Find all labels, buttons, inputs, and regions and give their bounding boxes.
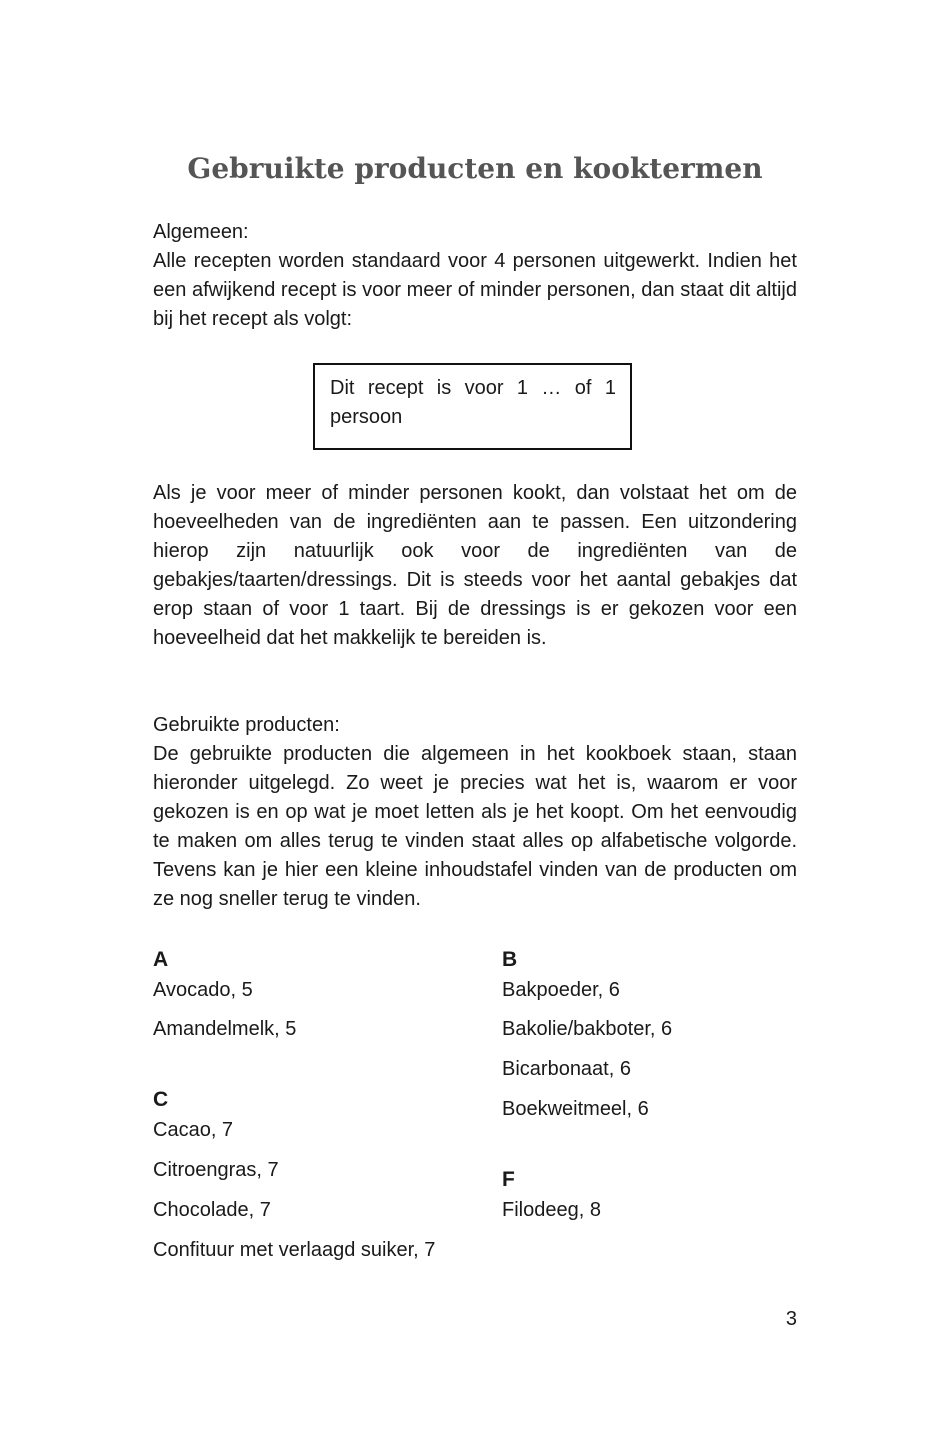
index-entry: Confituur met verlaagd suiker, 7 — [153, 1239, 436, 1261]
index-entry: Boekweitmeel, 6 — [502, 1098, 649, 1120]
page-title: Gebruikte producten en kooktermen — [187, 152, 763, 185]
general-section — [153, 218, 797, 334]
index-entry: Amandelmelk, 5 — [153, 1018, 297, 1040]
index-letter-f: F — [502, 1168, 515, 1191]
index-entry: Chocolade, 7 — [153, 1199, 271, 1221]
index-entry: Cacao, 7 — [153, 1119, 234, 1141]
notice-box — [313, 363, 632, 450]
products-text: De gebruikte producten die algemeen in het kookboek staan, staan hieronder uitgelegd. Zo weet je precies wat het is, waarom er voor gekozen is en op wat je moet letten als je het koopt. Om het eenvoudig te maken om alles terug te vinden staat alles op alfabetische volgorde. Tevens kan je hier een kleine inhoudstafel vinden van de producten om ze nog sneller terug te vinden. — [153, 743, 797, 910]
general-text: Alle recepten worden standaard voor 4 personen uitgewerkt. Indien het een afwijkend recept is voor meer of minder personen, dan staat dit altijd bij het recept als volgt: — [153, 250, 797, 330]
products-section — [153, 711, 797, 914]
index-entry: Citroengras, 7 — [153, 1159, 279, 1181]
index-entry: Bicarbonaat, 6 — [502, 1058, 631, 1080]
index-entry: Avocado, 5 — [153, 979, 253, 1001]
index-entry: Filodeeg, 8 — [502, 1199, 601, 1221]
adjust-text: Als je voor meer of minder personen kookt, dan volstaat het om de hoeveelheden van de ingrediënten aan te passen. Een uitzondering hierop zijn natuurlijk ook voor de ingrediënten van de gebakjes/taarten/dressings. Dit is steeds voor het aantal gebakjes dat erop staan of voor 1 taart. Bij de dressings is er gekozen voor een hoeveelheid dat het makkelijk te bereiden is. — [153, 482, 797, 649]
index-entry: Bakpoeder, 6 — [502, 979, 620, 1001]
products-heading: Gebruikte producten: — [153, 714, 340, 736]
index-column-right — [502, 948, 802, 1238]
index-letter-b: B — [502, 948, 518, 971]
page-number: 3 — [785, 1308, 797, 1330]
notice-box-text: Dit recept is voor 1 … of 1 persoon — [330, 377, 616, 428]
adjust-section — [153, 479, 797, 653]
index-column-left — [153, 948, 483, 1268]
index-letter-a: A — [153, 948, 169, 971]
index-entry: Bakolie/bakboter, 6 — [502, 1018, 673, 1040]
general-heading: Algemeen: — [153, 221, 249, 243]
index-letter-c: C — [153, 1088, 169, 1111]
